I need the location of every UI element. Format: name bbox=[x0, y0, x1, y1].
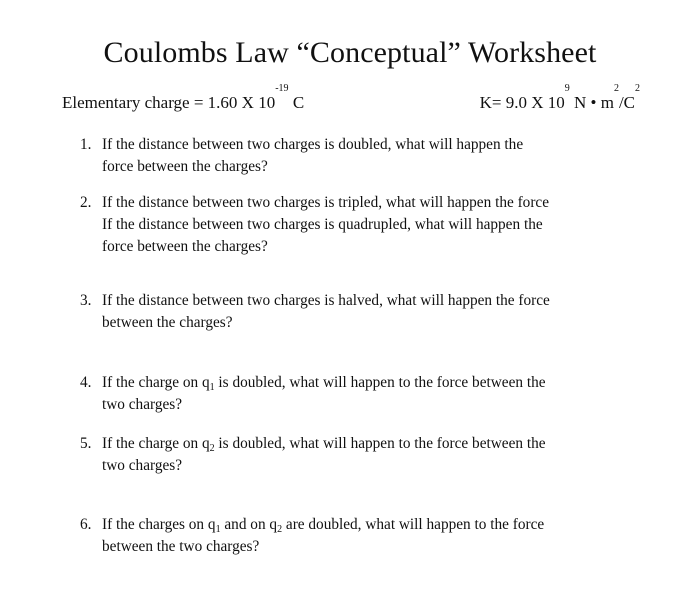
question-line: If the distance between two charges is doubled, what will happen the bbox=[102, 136, 524, 153]
coulomb-constant: K= 9.0 X $10^9$ N • $m^2/C^2$ bbox=[479, 83, 640, 112]
question-number: 1. bbox=[80, 136, 92, 153]
question-line: If the charge on $q_1$ is doubled, what will happen to the force between the bbox=[102, 374, 546, 393]
worksheet-title: Coulombs Law “Conceptual” Worksheet bbox=[103, 36, 597, 69]
question-5 bbox=[80, 433, 640, 477]
question-line: two charges? bbox=[102, 396, 182, 413]
question-line: If the distance between two charges is halved, what will happen the force bbox=[102, 292, 550, 309]
question-number: 6. bbox=[80, 516, 92, 533]
question-line: If the charge on $q_2$ is doubled, what will happen to the force between the bbox=[102, 435, 546, 454]
question-6 bbox=[80, 514, 640, 558]
question-4 bbox=[80, 372, 640, 416]
question-line: force between the charges? bbox=[102, 238, 268, 255]
question-line: If the distance between two charges is quadrupled, what will happen the bbox=[102, 216, 543, 233]
question-2 bbox=[80, 192, 640, 258]
question-3 bbox=[80, 290, 640, 334]
question-number: 3. bbox=[80, 292, 92, 309]
question-line: between the two charges? bbox=[102, 538, 260, 555]
question-1 bbox=[80, 134, 640, 178]
question-line: two charges? bbox=[102, 457, 182, 474]
question-line: If the distance between two charges is tripled, what will happen the force bbox=[102, 194, 549, 211]
question-number: 5. bbox=[80, 435, 92, 452]
question-line: If the charges on $q_1$ and on $q_2$ are doubled, what will happen to the force bbox=[102, 516, 545, 535]
question-line: between the charges? bbox=[102, 314, 233, 331]
elementary-charge: Elementary charge = 1.60 X $10^{-19}$ C bbox=[62, 83, 305, 112]
question-number: 4. bbox=[80, 374, 92, 391]
question-number: 2. bbox=[80, 194, 92, 211]
question-line: force between the charges? bbox=[102, 158, 268, 175]
constants-row bbox=[62, 83, 640, 116]
